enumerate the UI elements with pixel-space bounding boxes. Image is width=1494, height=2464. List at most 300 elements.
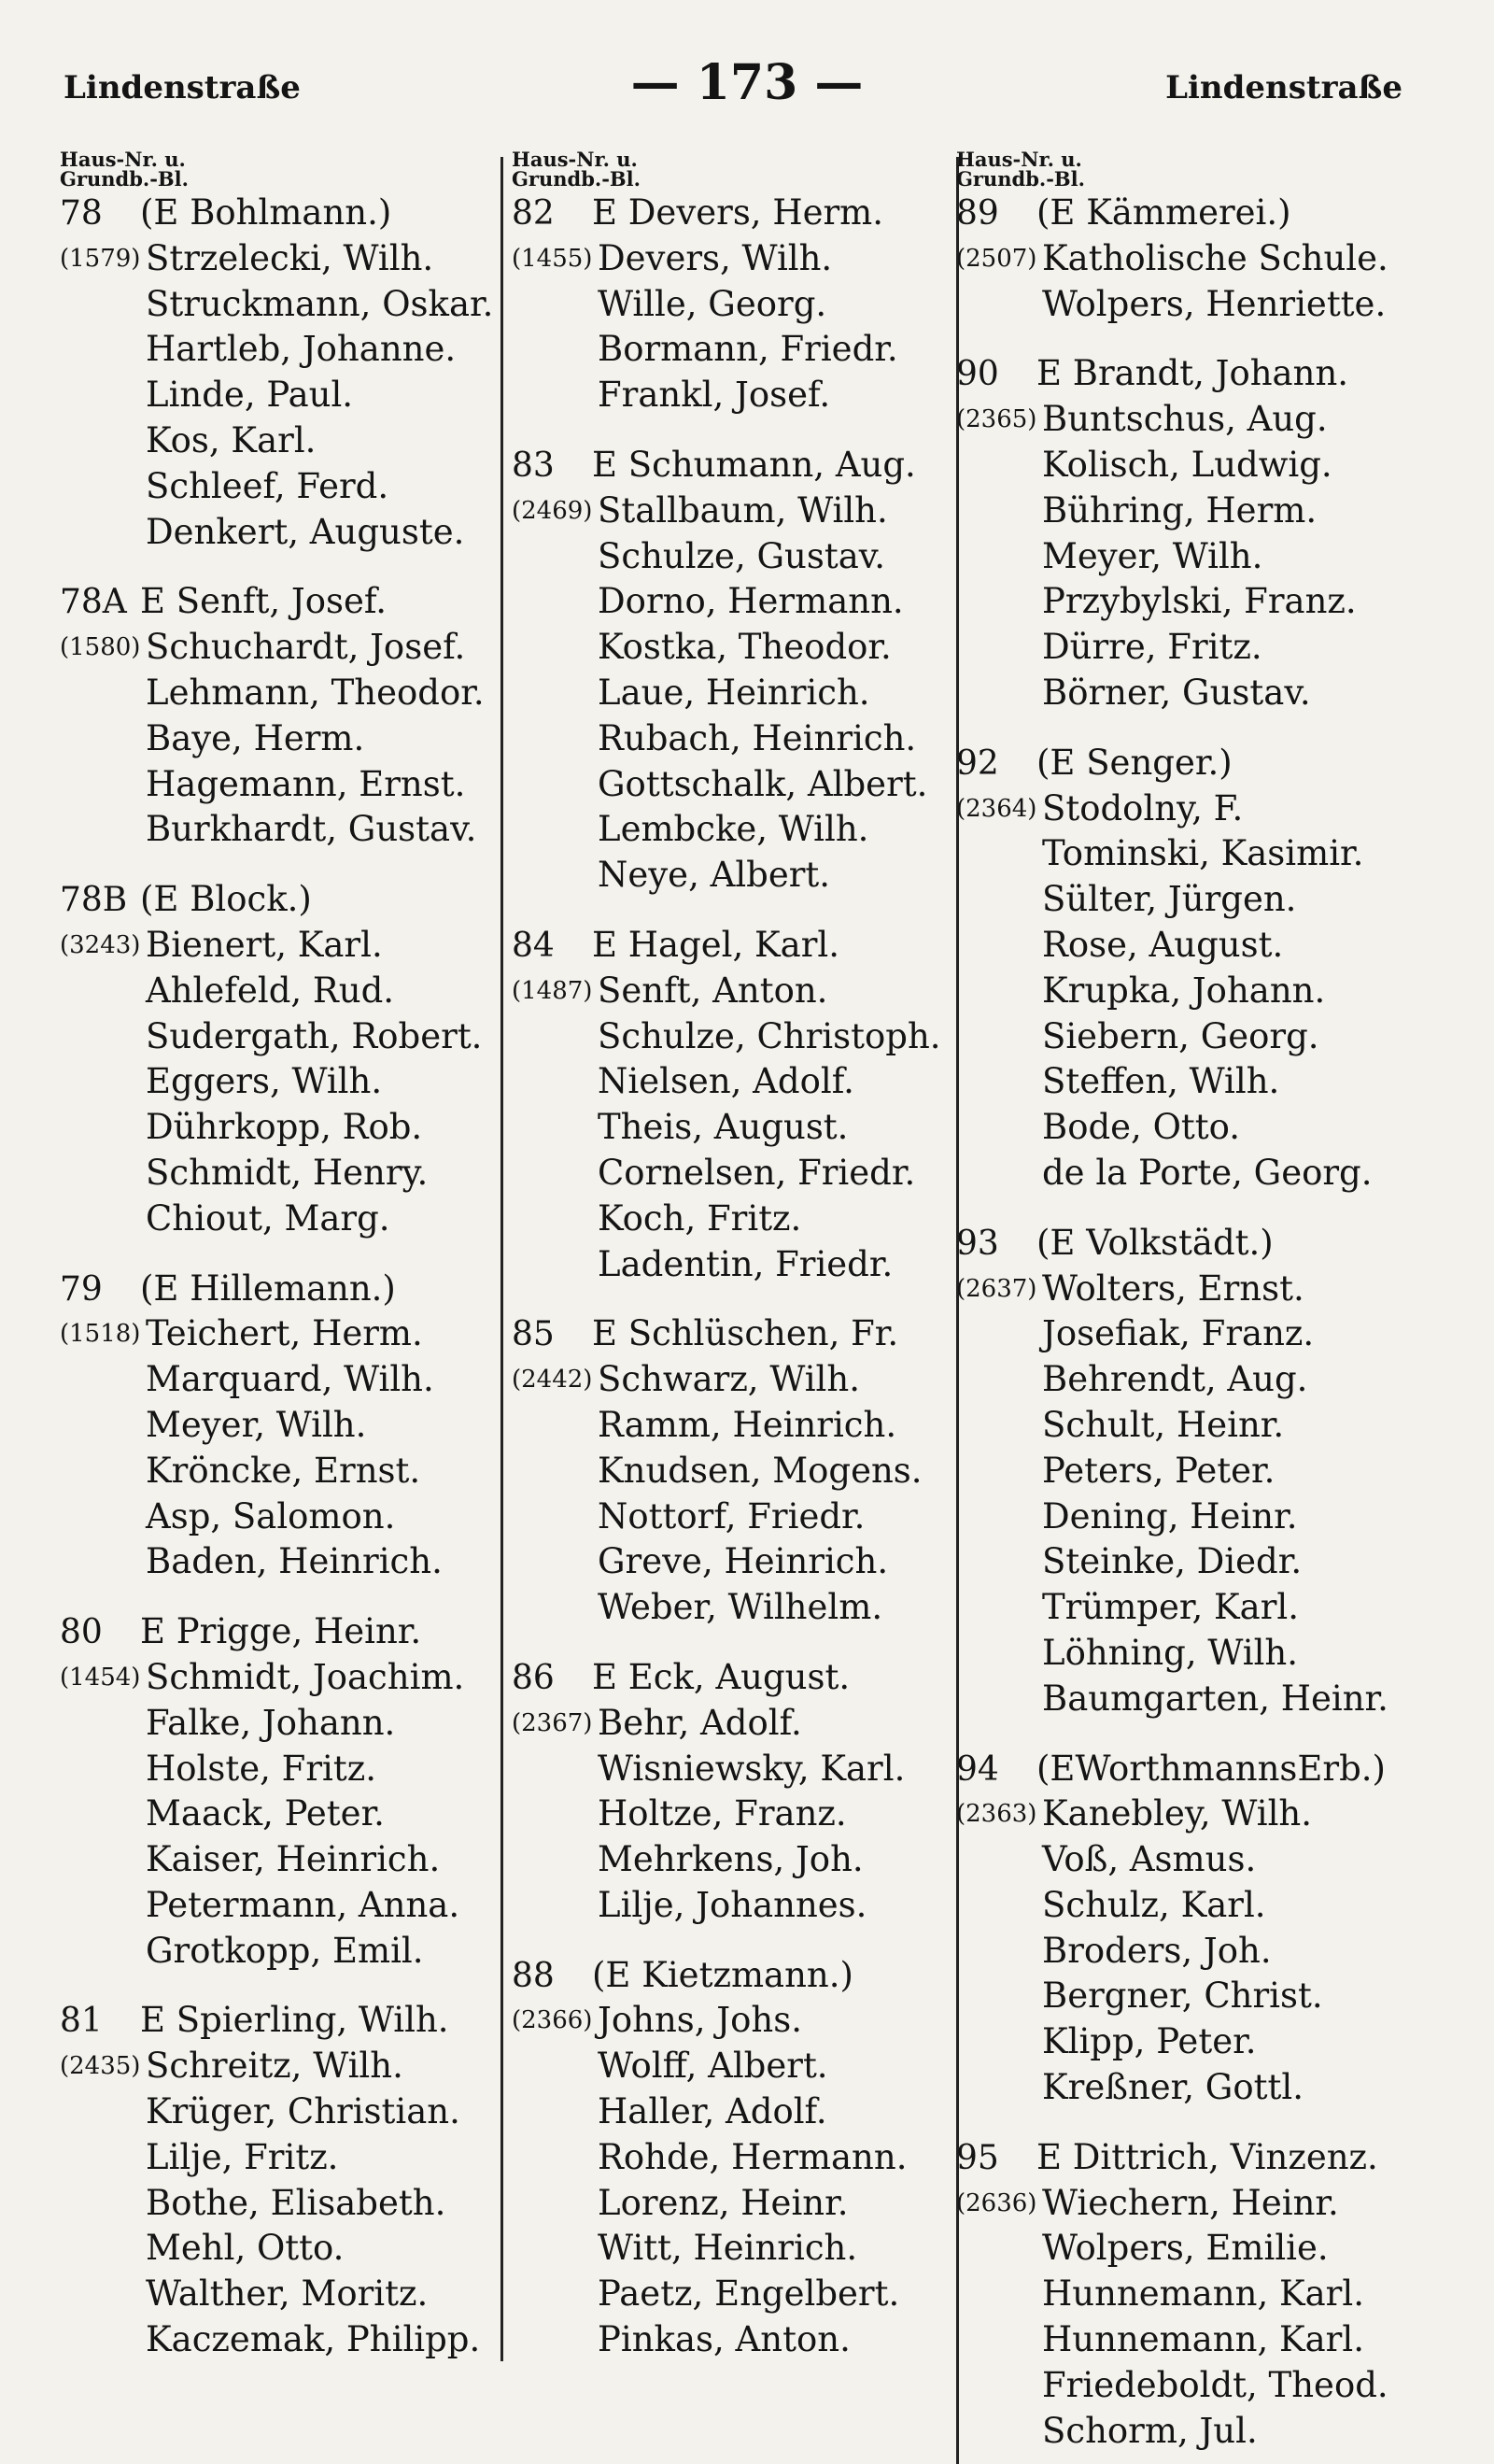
resident-line — [512, 969, 951, 1014]
resident-line — [60, 510, 499, 556]
resident-name: Schulze, Gustav. — [598, 535, 886, 576]
resident-name: Schuchardt, Josef. — [146, 627, 466, 668]
resident-line — [512, 1998, 951, 2044]
resident-line — [60, 1494, 499, 1540]
resident-name: Kos, Karl. — [146, 419, 317, 460]
resident-line — [512, 1539, 951, 1585]
grundbuch-number: (2367) — [512, 1708, 593, 1737]
resident-name: Katholische Schule. — [1042, 237, 1388, 278]
resident-line — [512, 1701, 951, 1747]
resident-line — [60, 2272, 499, 2317]
resident-line — [512, 2181, 951, 2227]
resident-line — [512, 1494, 951, 1540]
resident-name: Josefiak, Franz. — [1042, 1313, 1315, 1354]
owner-line — [60, 1267, 499, 1312]
resident-line — [956, 443, 1423, 489]
resident-line — [956, 1585, 1423, 1631]
resident-line — [512, 2272, 951, 2317]
grundbuch-number: (2637) — [956, 1274, 1037, 1303]
resident-name: Baden, Heinrich. — [146, 1541, 443, 1582]
owner-name: (E Hillemann.) — [140, 1267, 396, 1309]
resident-line — [60, 1059, 499, 1105]
resident-name: Weber, Wilhelm. — [598, 1587, 883, 1628]
resident-line — [60, 2135, 499, 2181]
resident-line — [956, 397, 1423, 443]
column-2 — [512, 149, 951, 2363]
page-number: — 173 — — [630, 54, 864, 111]
resident-name: Frankl, Josef. — [598, 375, 831, 416]
resident-name: Wille, Georg. — [598, 283, 827, 324]
resident-line — [956, 534, 1423, 580]
resident-line — [512, 716, 951, 762]
resident-name: Koch, Fritz. — [598, 1197, 802, 1239]
resident-name: Schmidt, Henry. — [146, 1152, 429, 1193]
grundbuch-number: (1487) — [512, 976, 593, 1005]
resident-line — [512, 1585, 951, 1631]
house-number: 80 — [60, 1613, 103, 1652]
resident-name: Chiout, Marg. — [146, 1197, 390, 1239]
resident-line — [60, 1655, 499, 1701]
entry-gap — [956, 716, 1423, 741]
resident-line — [956, 1014, 1423, 1060]
resident-line — [512, 2044, 951, 2089]
owner-line — [512, 923, 951, 969]
resident-name: Kaczemak, Philipp. — [146, 2319, 481, 2360]
resident-line — [60, 1791, 499, 1837]
owner-line — [60, 877, 499, 923]
house-entry — [512, 923, 951, 1287]
house-entry — [956, 1221, 1423, 1722]
resident-name: Bormann, Friedr. — [598, 329, 898, 370]
house-entry — [60, 1609, 499, 1974]
resident-name: Sülter, Jürgen. — [1042, 879, 1297, 920]
grundbuch-number: (2435) — [60, 2052, 141, 2081]
resident-line — [956, 1539, 1423, 1585]
resident-name: Wolff, Albert. — [598, 2046, 828, 2087]
resident-name: Krupka, Johann. — [1042, 970, 1326, 1011]
resident-line — [956, 969, 1423, 1014]
resident-line — [512, 1197, 951, 1242]
resident-name: Voß, Asmus. — [1042, 1839, 1257, 1880]
resident-name: Klipp, Peter. — [1042, 2021, 1257, 2062]
resident-name: Theis, August. — [598, 1107, 849, 1148]
resident-name: Bothe, Elisabeth. — [146, 2182, 446, 2223]
entry-gap — [60, 1242, 499, 1267]
resident-name: Maack, Peter. — [146, 1793, 385, 1834]
resident-name: Behr, Adolf. — [598, 1702, 802, 1743]
resident-line — [512, 1357, 951, 1403]
owner-line — [512, 1953, 951, 1999]
resident-name: Buntschus, Aug. — [1042, 399, 1328, 440]
owner-name: (E Kämmerei.) — [1036, 192, 1291, 233]
owner-line — [956, 2135, 1423, 2181]
resident-line — [512, 1403, 951, 1449]
resident-line — [956, 1267, 1423, 1312]
resident-line — [60, 2226, 499, 2272]
resident-line — [956, 786, 1423, 832]
resident-name: Marquard, Wilh. — [146, 1359, 434, 1400]
resident-line — [956, 1449, 1423, 1494]
resident-line — [60, 1747, 499, 1792]
resident-name: Kaiser, Heinrich. — [146, 1839, 441, 1880]
grundbuch-number: (2442) — [512, 1366, 593, 1395]
resident-name: Baumgarten, Heinr. — [1042, 1678, 1388, 1719]
resident-name: Bergner, Christ. — [1042, 1975, 1323, 2017]
resident-line — [60, 1403, 499, 1449]
resident-line — [60, 2044, 499, 2089]
house-number: 86 — [512, 1658, 555, 1697]
owner-name: E Senft, Josef. — [140, 581, 388, 622]
resident-name: Wolters, Ernst. — [1042, 1267, 1304, 1309]
resident-line — [956, 2409, 1423, 2455]
grundbuch-number: (1580) — [60, 633, 141, 662]
owner-line — [60, 1998, 499, 2044]
resident-line — [60, 418, 499, 464]
resident-name: Neye, Albert. — [598, 855, 831, 896]
entry-gap — [512, 1287, 951, 1311]
owner-name: (E Volkstädt.) — [1036, 1222, 1274, 1263]
house-number: 78B — [60, 881, 128, 920]
resident-line — [60, 1837, 499, 1883]
resident-line — [956, 1631, 1423, 1677]
grundbuch-number: (2469) — [512, 496, 593, 525]
resident-line — [956, 877, 1423, 923]
resident-name: Haller, Adolf. — [598, 2091, 827, 2132]
resident-line — [956, 2065, 1423, 2111]
house-number: 78A — [60, 583, 127, 622]
entry-gap — [512, 1929, 951, 1953]
resident-line — [60, 282, 499, 328]
resident-line — [60, 1883, 499, 1929]
resident-name: Gottschalk, Albert. — [598, 763, 928, 804]
resident-name: Walther, Moritz. — [146, 2273, 429, 2315]
resident-name: Dorno, Hermann. — [598, 581, 904, 622]
owner-line — [956, 191, 1423, 236]
resident-line — [60, 625, 499, 671]
owner-name: (E Senger.) — [1036, 742, 1233, 783]
resident-name: Rose, August. — [1042, 924, 1284, 965]
resident-line — [956, 671, 1423, 716]
grundbuch-number: (2363) — [956, 1800, 1037, 1829]
grundbuch-number: (2366) — [512, 2006, 593, 2035]
resident-name: Stodolny, F. — [1042, 787, 1244, 828]
resident-name: Kröncke, Ernst. — [146, 1450, 421, 1491]
house-number: 85 — [512, 1315, 555, 1354]
resident-line — [512, 1837, 951, 1883]
column-header: Haus-Nr. u. Grundb.-Bl. — [512, 148, 641, 191]
resident-name: Bienert, Karl. — [146, 924, 383, 965]
resident-name: Lorenz, Heinr. — [598, 2182, 849, 2223]
resident-name: Dührkopp, Rob. — [146, 1107, 423, 1148]
resident-name: Paetz, Engelbert. — [598, 2273, 900, 2315]
resident-name: Strzelecki, Wilh. — [146, 237, 434, 278]
owner-line — [512, 1655, 951, 1701]
resident-line — [956, 1403, 1423, 1449]
house-entry — [512, 191, 951, 418]
column-header: Haus-Nr. u. Grundb.-Bl. — [60, 148, 189, 191]
resident-line — [60, 1539, 499, 1585]
entry-gap — [512, 899, 951, 923]
resident-line — [60, 373, 499, 418]
resident-name: Baye, Herm. — [146, 717, 365, 758]
house-number: 78 — [60, 194, 103, 233]
resident-name: Denkert, Auguste. — [146, 511, 465, 552]
owner-line — [956, 741, 1423, 786]
resident-line — [512, 1151, 951, 1197]
resident-line — [956, 2363, 1423, 2409]
resident-line — [956, 2317, 1423, 2363]
column-1 — [60, 149, 499, 2363]
house-entry — [60, 579, 499, 853]
resident-line — [512, 1791, 951, 1837]
resident-line — [956, 1151, 1423, 1197]
house-entry — [60, 1998, 499, 2362]
house-entry — [60, 1267, 499, 1586]
owner-name: E Schumann, Aug. — [592, 444, 916, 485]
resident-line — [512, 2226, 951, 2272]
resident-name: Schmidt, Joachim. — [146, 1656, 465, 1697]
resident-line — [512, 2089, 951, 2135]
owner-name: E Eck, August. — [592, 1656, 851, 1697]
house-entry — [956, 191, 1423, 327]
owner-name: E Dittrich, Vinzenz. — [1036, 2136, 1378, 2177]
house-entry — [956, 351, 1423, 715]
resident-line — [512, 1105, 951, 1151]
resident-name: Peters, Peter. — [1042, 1450, 1276, 1491]
owner-name: E Devers, Herm. — [592, 192, 884, 233]
resident-line — [60, 2181, 499, 2227]
resident-name: Börner, Gustav. — [1042, 672, 1311, 713]
grundbuch-number: (1579) — [60, 244, 141, 273]
house-entry — [956, 2135, 1423, 2455]
entry-gap — [956, 2111, 1423, 2135]
grundbuch-number: (2636) — [956, 2188, 1037, 2217]
house-number: 90 — [956, 355, 999, 394]
resident-line — [956, 1791, 1423, 1837]
resident-line — [956, 1494, 1423, 1540]
resident-line — [60, 2317, 499, 2363]
resident-line — [956, 282, 1423, 328]
resident-line — [512, 853, 951, 899]
house-entry — [512, 443, 951, 899]
house-number: 88 — [512, 1956, 555, 1995]
resident-line — [60, 1151, 499, 1197]
house-entry — [956, 741, 1423, 1197]
owner-name: E Schlüschen, Fr. — [592, 1313, 899, 1354]
resident-name: Knudsen, Mogens. — [598, 1450, 923, 1491]
resident-name: Dürre, Fritz. — [1042, 627, 1262, 668]
resident-line — [60, 1449, 499, 1494]
resident-name: Lilje, Johannes. — [598, 1884, 867, 1925]
resident-name: Kolisch, Ludwig. — [1042, 444, 1332, 485]
owner-name: (E Bohlmann.) — [140, 192, 392, 233]
resident-name: Mehl, Otto. — [146, 2228, 345, 2269]
resident-line — [512, 2317, 951, 2363]
resident-line — [60, 1105, 499, 1151]
resident-line — [512, 625, 951, 671]
entry-gap — [956, 1722, 1423, 1747]
resident-name: Schult, Heinr. — [1042, 1404, 1285, 1445]
resident-name: Struckmann, Oskar. — [146, 283, 494, 324]
resident-name: Lembcke, Wilh. — [598, 809, 869, 850]
resident-name: Ahlefeld, Rud. — [146, 970, 395, 1011]
house-entry — [60, 877, 499, 1241]
resident-name: Bühring, Herm. — [1042, 489, 1318, 531]
grundbuch-number: (2507) — [956, 244, 1037, 273]
resident-name: Hunnemann, Karl. — [1042, 2319, 1364, 2360]
resident-line — [956, 1357, 1423, 1403]
resident-name: Kreßner, Gottl. — [1042, 2067, 1304, 2108]
resident-line — [60, 716, 499, 762]
resident-line — [512, 282, 951, 328]
resident-line — [956, 1929, 1423, 1975]
resident-name: Meyer, Wilh. — [1042, 535, 1263, 576]
owner-line — [60, 191, 499, 236]
resident-name: Kanebley, Wilh. — [1042, 1793, 1312, 1834]
entry-gap — [60, 853, 499, 877]
resident-line — [956, 1677, 1423, 1722]
resident-line — [60, 762, 499, 808]
resident-name: Holtze, Franz. — [598, 1793, 847, 1834]
column-divider — [500, 157, 503, 2361]
resident-name: Meyer, Wilh. — [146, 1404, 367, 1445]
resident-line — [956, 2019, 1423, 2065]
owner-line — [60, 1609, 499, 1655]
resident-name: Nielsen, Adolf. — [598, 1061, 854, 1102]
resident-name: Schwarz, Wilh. — [598, 1359, 860, 1400]
resident-name: Wisniewsky, Karl. — [598, 1748, 906, 1789]
resident-line — [60, 1701, 499, 1747]
resident-name: Lehmann, Theodor. — [146, 672, 485, 713]
owner-name: E Hagel, Karl. — [592, 924, 840, 965]
house-number: 81 — [60, 2002, 103, 2041]
column-3 — [956, 149, 1423, 2454]
resident-name: Przybylski, Franz. — [1042, 581, 1357, 622]
owner-line — [60, 579, 499, 625]
owner-name: (E Kietzmann.) — [592, 1954, 853, 1995]
resident-name: Rohde, Hermann. — [598, 2136, 908, 2177]
resident-line — [512, 1449, 951, 1494]
resident-line — [956, 625, 1423, 671]
resident-name: Broders, Joh. — [1042, 1930, 1272, 1971]
entry-gap — [60, 1585, 499, 1609]
resident-name: Witt, Heinrich. — [598, 2228, 858, 2269]
resident-line — [956, 2226, 1423, 2272]
resident-line — [512, 579, 951, 625]
entry-gap — [512, 418, 951, 443]
resident-line — [60, 1197, 499, 1242]
resident-name: Rubach, Heinrich. — [598, 717, 917, 758]
resident-line — [956, 1311, 1423, 1357]
resident-line — [956, 2272, 1423, 2317]
resident-name: Siebern, Georg. — [1042, 1015, 1319, 1056]
house-entry — [512, 1953, 951, 2363]
house-entry — [956, 1747, 1423, 2111]
owner-line — [512, 1311, 951, 1357]
resident-name: Senft, Anton. — [598, 970, 828, 1011]
resident-name: Kostka, Theodor. — [598, 627, 892, 668]
entry-gap — [60, 1974, 499, 1998]
resident-line — [512, 1747, 951, 1792]
resident-line — [956, 1837, 1423, 1883]
resident-name: Eggers, Wilh. — [146, 1061, 383, 1102]
house-number: 93 — [956, 1224, 999, 1263]
resident-name: Schulz, Karl. — [1042, 1884, 1266, 1925]
resident-name: Behrendt, Aug. — [1042, 1359, 1308, 1400]
column-header: Haus-Nr. u. Grundb.-Bl. — [956, 148, 1085, 191]
resident-line — [512, 1242, 951, 1288]
house-entry — [512, 1655, 951, 1929]
owner-name: E Brandt, Johann. — [1036, 353, 1349, 394]
resident-name: Schreitz, Wilh. — [146, 2046, 403, 2087]
grundbuch-number: (1455) — [512, 244, 593, 273]
resident-name: Sudergath, Robert. — [146, 1015, 483, 1056]
resident-name: Schorm, Jul. — [1042, 2410, 1258, 2451]
resident-line — [60, 923, 499, 969]
resident-line — [956, 1059, 1423, 1105]
resident-name: Wolpers, Henriette. — [1042, 283, 1387, 324]
resident-line — [512, 2135, 951, 2181]
house-number: 95 — [956, 2138, 999, 2177]
owner-line — [956, 351, 1423, 397]
resident-line — [512, 373, 951, 418]
resident-name: Krüger, Christian. — [146, 2091, 460, 2132]
entry-gap — [60, 555, 499, 579]
resident-line — [956, 1105, 1423, 1151]
running-head-left: Lindenstraße — [63, 69, 301, 106]
entry-gap — [956, 1197, 1423, 1221]
resident-name: Linde, Paul. — [146, 375, 354, 416]
resident-name: Hartleb, Johanne. — [146, 329, 457, 370]
owner-line — [512, 191, 951, 236]
resident-name: Tominski, Kasimir. — [1042, 833, 1364, 874]
resident-line — [512, 762, 951, 808]
resident-name: Ramm, Heinrich. — [598, 1404, 897, 1445]
resident-name: Trümper, Karl. — [1042, 1587, 1299, 1628]
resident-line — [512, 671, 951, 716]
resident-name: Hagemann, Ernst. — [146, 763, 466, 804]
resident-line — [956, 2181, 1423, 2227]
resident-name: Dening, Heinr. — [1042, 1495, 1298, 1536]
resident-line — [60, 671, 499, 716]
owner-line — [956, 1747, 1423, 1792]
resident-line — [60, 1014, 499, 1060]
house-number: 89 — [956, 194, 999, 233]
grundbuch-number: (1518) — [60, 1320, 141, 1349]
resident-name: Mehrkens, Joh. — [598, 1839, 864, 1880]
house-number: 82 — [512, 194, 555, 233]
house-number: 83 — [512, 446, 555, 485]
resident-name: Grotkopp, Emil. — [146, 1930, 424, 1971]
resident-name: Petermann, Anna. — [146, 1884, 460, 1925]
resident-name: Teichert, Herm. — [146, 1313, 423, 1354]
owner-line — [512, 443, 951, 489]
resident-line — [60, 969, 499, 1014]
resident-line — [956, 579, 1423, 625]
resident-line — [956, 489, 1423, 534]
resident-line — [60, 1311, 499, 1357]
grundbuch-number: (2365) — [956, 405, 1037, 434]
grundbuch-number: (3243) — [60, 930, 141, 959]
resident-line — [60, 1357, 499, 1403]
resident-name: Johns, Johs. — [598, 2000, 802, 2041]
grundbuch-number: (2364) — [956, 794, 1037, 823]
resident-name: Schulze, Christoph. — [598, 1015, 941, 1056]
resident-line — [60, 1929, 499, 1975]
resident-name: Bode, Otto. — [1042, 1107, 1241, 1148]
resident-name: Friedeboldt, Theod. — [1042, 2364, 1388, 2405]
resident-line — [512, 534, 951, 580]
